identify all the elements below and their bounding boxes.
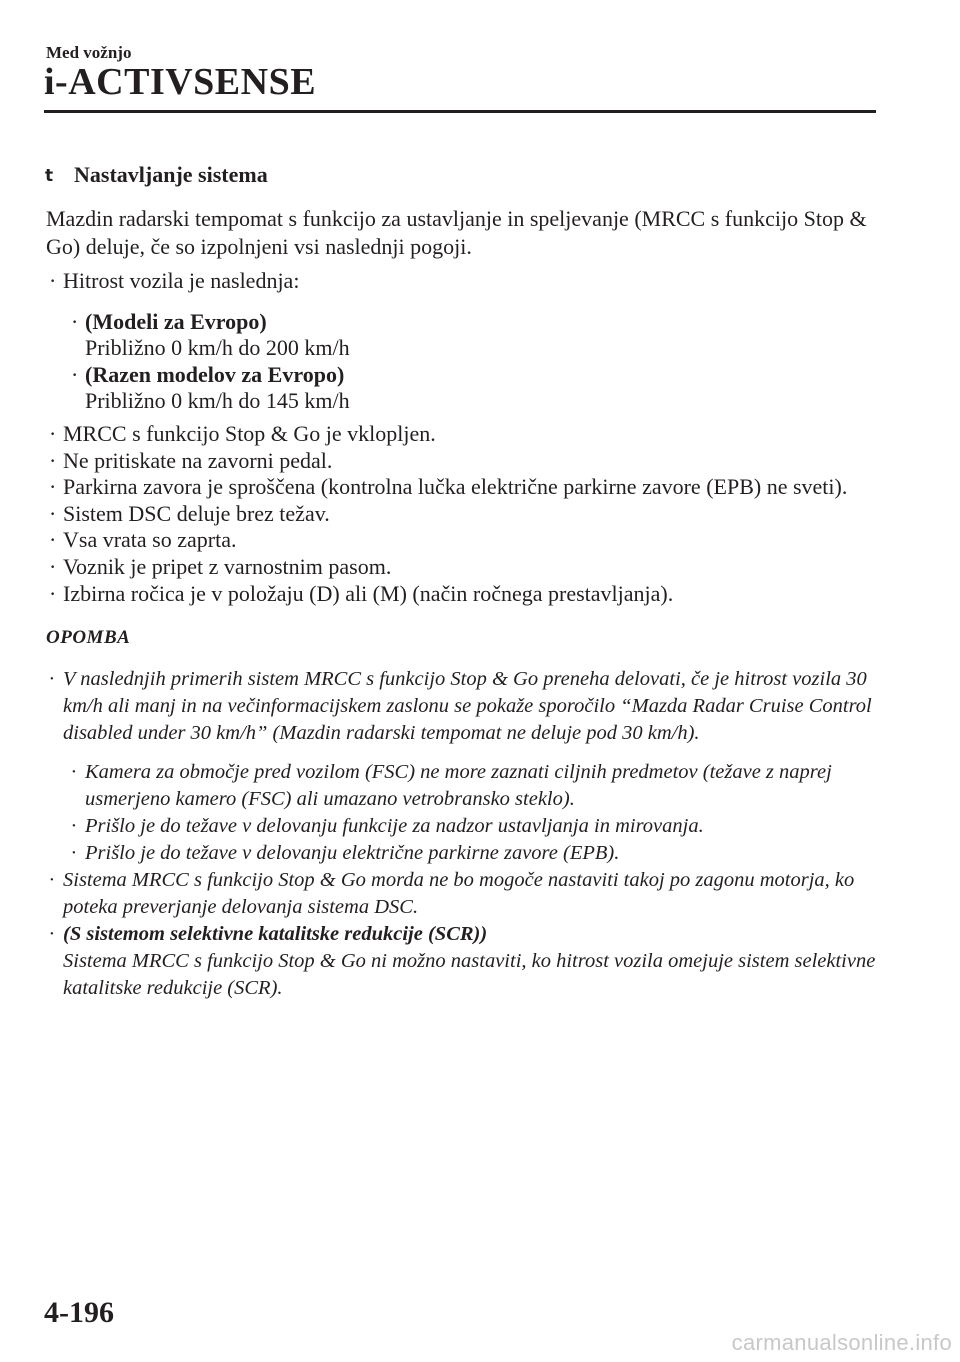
bullet-icon: ·	[49, 500, 57, 526]
scr-text: Sistema MRCC s funkcijo Stop & Go ni možno nastaviti, ko hitrost vozila omejuje sistem selektivne katalitske redukcije (SCR).	[63, 950, 876, 999]
list-item	[68, 840, 876, 867]
note-list	[46, 666, 876, 1002]
list-item	[68, 309, 876, 362]
condition-text: Vsa vrata so zaprta.	[63, 527, 237, 553]
list-item	[46, 421, 876, 448]
bullet-icon: ·	[49, 527, 57, 553]
bullet-icon: ·	[71, 308, 79, 334]
watermark: carmanualsonline.info	[731, 1330, 952, 1355]
title-divider	[44, 110, 876, 113]
list-item	[68, 813, 876, 840]
conditions-list	[46, 268, 876, 607]
bullet-icon: ·	[49, 668, 55, 690]
list-item	[68, 362, 876, 415]
note-sub-text: Kamera za območje pred vozilom (FSC) ne more zaznati ciljnih predmetov (težave z naprej usmerjeno kamero (FSC) ali umazano vetrobransko steklo).	[85, 761, 832, 810]
list-item	[46, 474, 876, 501]
list-item	[68, 759, 876, 813]
list-item	[46, 581, 876, 608]
list-item	[46, 921, 876, 1002]
bullet-icon: ·	[49, 420, 57, 446]
bullet-icon: ·	[71, 361, 79, 387]
bullet-icon: ·	[49, 268, 57, 293]
section-marker-icon: t	[45, 166, 54, 186]
bullet-icon: ·	[49, 869, 55, 891]
intro-paragraph: Mazdin radarski tempomat s funkcijo za ustavljanje in speljevanje (MRCC s funkcijo Stop & Go) deluje, če so izpolnjeni vsi naslednji pogoji.	[46, 206, 867, 259]
bullet-icon: ·	[49, 580, 57, 606]
page-title: i-ACTIVSENSE	[44, 61, 317, 103]
section-heading: Nastavljanje sistema	[74, 162, 268, 187]
bullet-icon: ·	[71, 761, 77, 783]
europe-value: Približno 0 km/h do 200 km/h	[85, 335, 350, 361]
condition-text: Sistem DSC deluje brez težav.	[63, 500, 330, 526]
list-item	[46, 268, 876, 295]
condition-text: MRCC s funkcijo Stop & Go je vklopljen.	[63, 420, 436, 446]
list-item	[46, 527, 876, 554]
non-europe-value: Približno 0 km/h do 145 km/h	[85, 388, 350, 414]
condition-text: Ne pritiskate na zavorni pedal.	[63, 447, 333, 473]
note-text: V naslednjih primerih sistem MRCC s funkcijo Stop & Go preneha delovati, če je hitrost vozila 30 km/h ali manj in na večinformacijskem zaslonu se pokaže sporočilo “Mazda Radar Cruise Control disabled under 30 km/h” (Mazdin radarski tempomat ne deluje pod 30 km/h).	[63, 668, 872, 744]
condition-text: Voznik je pripet z varnostnim pasom.	[63, 553, 392, 579]
chapter-label: Med vožnjo	[46, 43, 132, 62]
note-text: Sistema MRCC s funkcijo Stop & Go morda ne bo mogoče nastaviti takoj po zagonu motorja, ko poteka preverjanje delovanja sistema DSC.	[63, 869, 855, 918]
list-item	[46, 448, 876, 475]
speed-label: Hitrost vozila je naslednja:	[63, 268, 300, 293]
page-number: 4-196	[44, 1296, 114, 1329]
bullet-icon: ·	[71, 815, 77, 837]
bullet-icon: ·	[49, 553, 57, 579]
list-item	[46, 666, 876, 747]
list-item	[46, 554, 876, 581]
non-europe-label: (Razen modelov za Evropo)	[85, 361, 345, 387]
europe-label: (Modeli za Evropo)	[85, 308, 267, 334]
bullet-icon: ·	[49, 474, 57, 500]
bullet-icon: ·	[49, 447, 57, 473]
note-sub-text: Prišlo je do težave v delovanju funkcije za nadzor ustavljanja in mirovanja.	[85, 815, 704, 837]
note-title: OPOMBA	[46, 627, 131, 648]
list-item	[46, 867, 876, 921]
list-item	[46, 501, 876, 528]
bullet-icon: ·	[71, 842, 77, 864]
condition-text: Izbirna ročica je v položaju (D) ali (M) (način ročnega prestavljanja).	[63, 580, 674, 606]
bullet-icon: ·	[49, 923, 55, 945]
scr-label: (S sistemom selektivne katalitske redukcije (SCR))	[63, 923, 488, 945]
note-sub-text: Prišlo je do težave v delovanju električne parkirne zavore (EPB).	[85, 842, 620, 864]
condition-text: Parkirna zavora je sproščena (kontrolna lučka električne parkirne zavore (EPB) ne sveti).	[63, 474, 848, 500]
